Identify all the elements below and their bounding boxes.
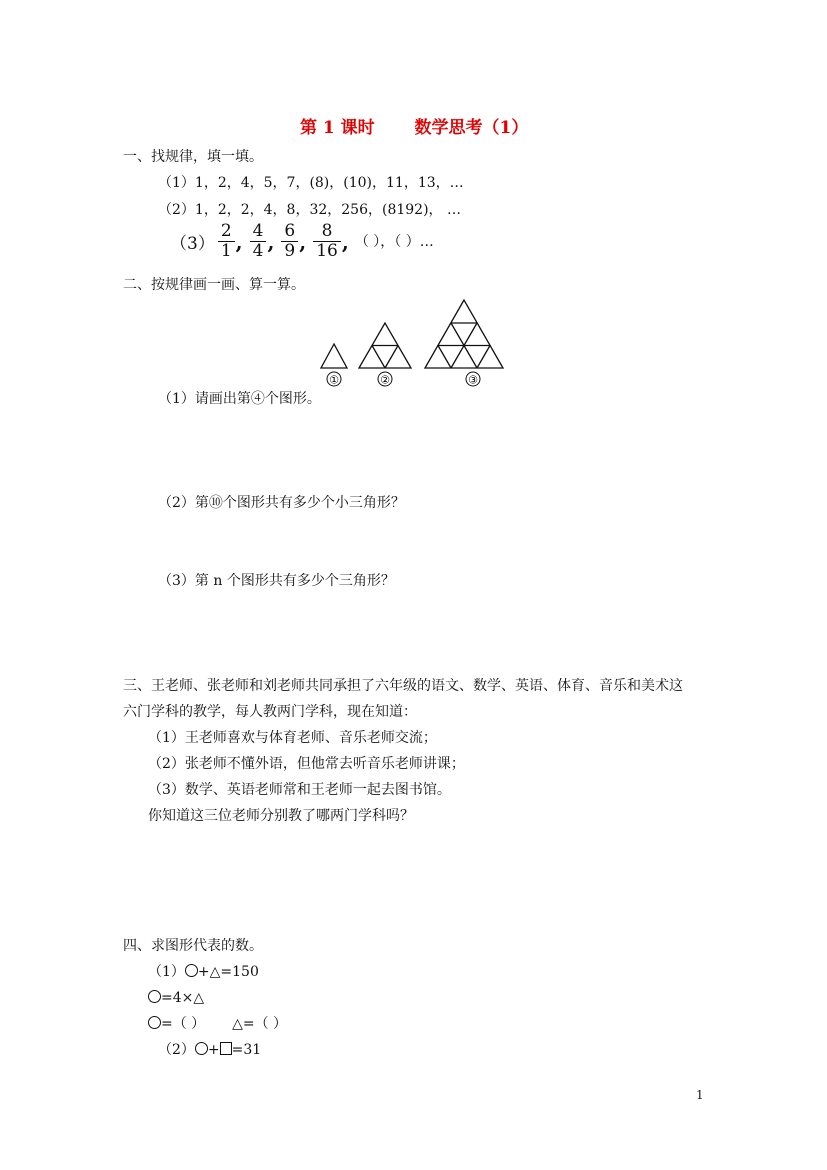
section4-eq2: [148, 989, 204, 1007]
triangle-answer-blank: △=（ ）: [232, 1016, 288, 1032]
line3-tail: （ ），（ ）…: [354, 233, 434, 250]
figure-label-2: ②: [380, 373, 390, 387]
circle-shape-icon: [185, 964, 198, 977]
circle-answer-blank: =（ ）: [161, 1016, 206, 1032]
section4-q2: [158, 1041, 261, 1059]
figure1-triangle: [321, 344, 347, 368]
circle-shape-icon: [148, 990, 161, 1003]
square-shape-icon: [220, 1042, 232, 1055]
q2-plus: +: [207, 1042, 220, 1058]
section3-condition2: （2）张老师不懂外语，但他常去听音乐老师讲课；: [148, 756, 465, 772]
page-number: 1: [696, 1088, 704, 1102]
line3-label: （3）: [170, 234, 215, 254]
section3-condition1: （1）王老师喜欢与体育老师、音乐老师交流；: [148, 730, 437, 746]
section4-eq3: [148, 1015, 287, 1033]
section3-condition3: （3）数学、英语老师常和王老师一起去图书馆。: [148, 782, 451, 798]
section1-heading: 一、找规律，填一填。: [123, 149, 263, 165]
q1-equation: +△=150: [197, 964, 259, 980]
figure-label-1: ①: [329, 373, 339, 387]
title-lesson: 第 1 课时: [300, 118, 375, 138]
figure3-outline: [425, 300, 503, 368]
section3-line1: 三、王老师、张老师和刘老师共同承担了六年级的语文、数学、英语、体育、音乐和美术这: [123, 678, 683, 694]
figure-labels: [327, 372, 480, 387]
figure-label-3: ③: [468, 373, 478, 387]
section4-heading: 四、求图形代表的数。: [123, 938, 263, 954]
fraction: $\frac{6}{9}$: [281, 222, 298, 261]
section3-question: 你知道这三位老师分别教了哪两门学科吗？: [148, 808, 414, 824]
section1-line3: （3） $\frac{2}{1}$ , $\frac{4}{4}$ , $\frac{6}{9}$ , $\frac{8}{16}$ , （ ），（ ）…: [170, 221, 434, 261]
section2-q2: （2）第⑩个图形共有多少个小三角形？: [158, 495, 405, 511]
q2-label: （2）: [158, 1042, 195, 1058]
section1-line1: （1）1，2，4，5，7，(8)，(10)，11，13，…: [158, 175, 464, 191]
section2-q3: （3）第 n 个图形共有多少个三角形？: [158, 573, 395, 589]
q1-label: （1）: [148, 964, 185, 980]
triangle-figures: [310, 296, 530, 388]
page-title: [300, 113, 528, 138]
circle-shape-icon: [195, 1042, 208, 1055]
fraction: $\frac{8}{16}$: [313, 222, 341, 261]
section1-line2: （2）1，2，2，4，8，32，256，(8192)， …: [158, 202, 461, 218]
section2-q1: （1）请画出第④个图形。: [158, 391, 321, 407]
section3-line2: 六门学科的教学，每人教两门学科，现在知道：: [123, 704, 417, 720]
title-topic: 数学思考（1）: [414, 118, 529, 138]
fraction: $\frac{4}{4}$: [250, 222, 267, 261]
section4-q1: [148, 963, 259, 981]
q2-equation-tail: =31: [231, 1042, 262, 1058]
section2-heading: 二、按规律画一画、算一算。: [123, 277, 305, 293]
fraction: $\frac{2}{1}$: [218, 222, 235, 261]
circle-shape-icon: [148, 1016, 161, 1029]
eq2-text: =4×△: [161, 990, 205, 1006]
